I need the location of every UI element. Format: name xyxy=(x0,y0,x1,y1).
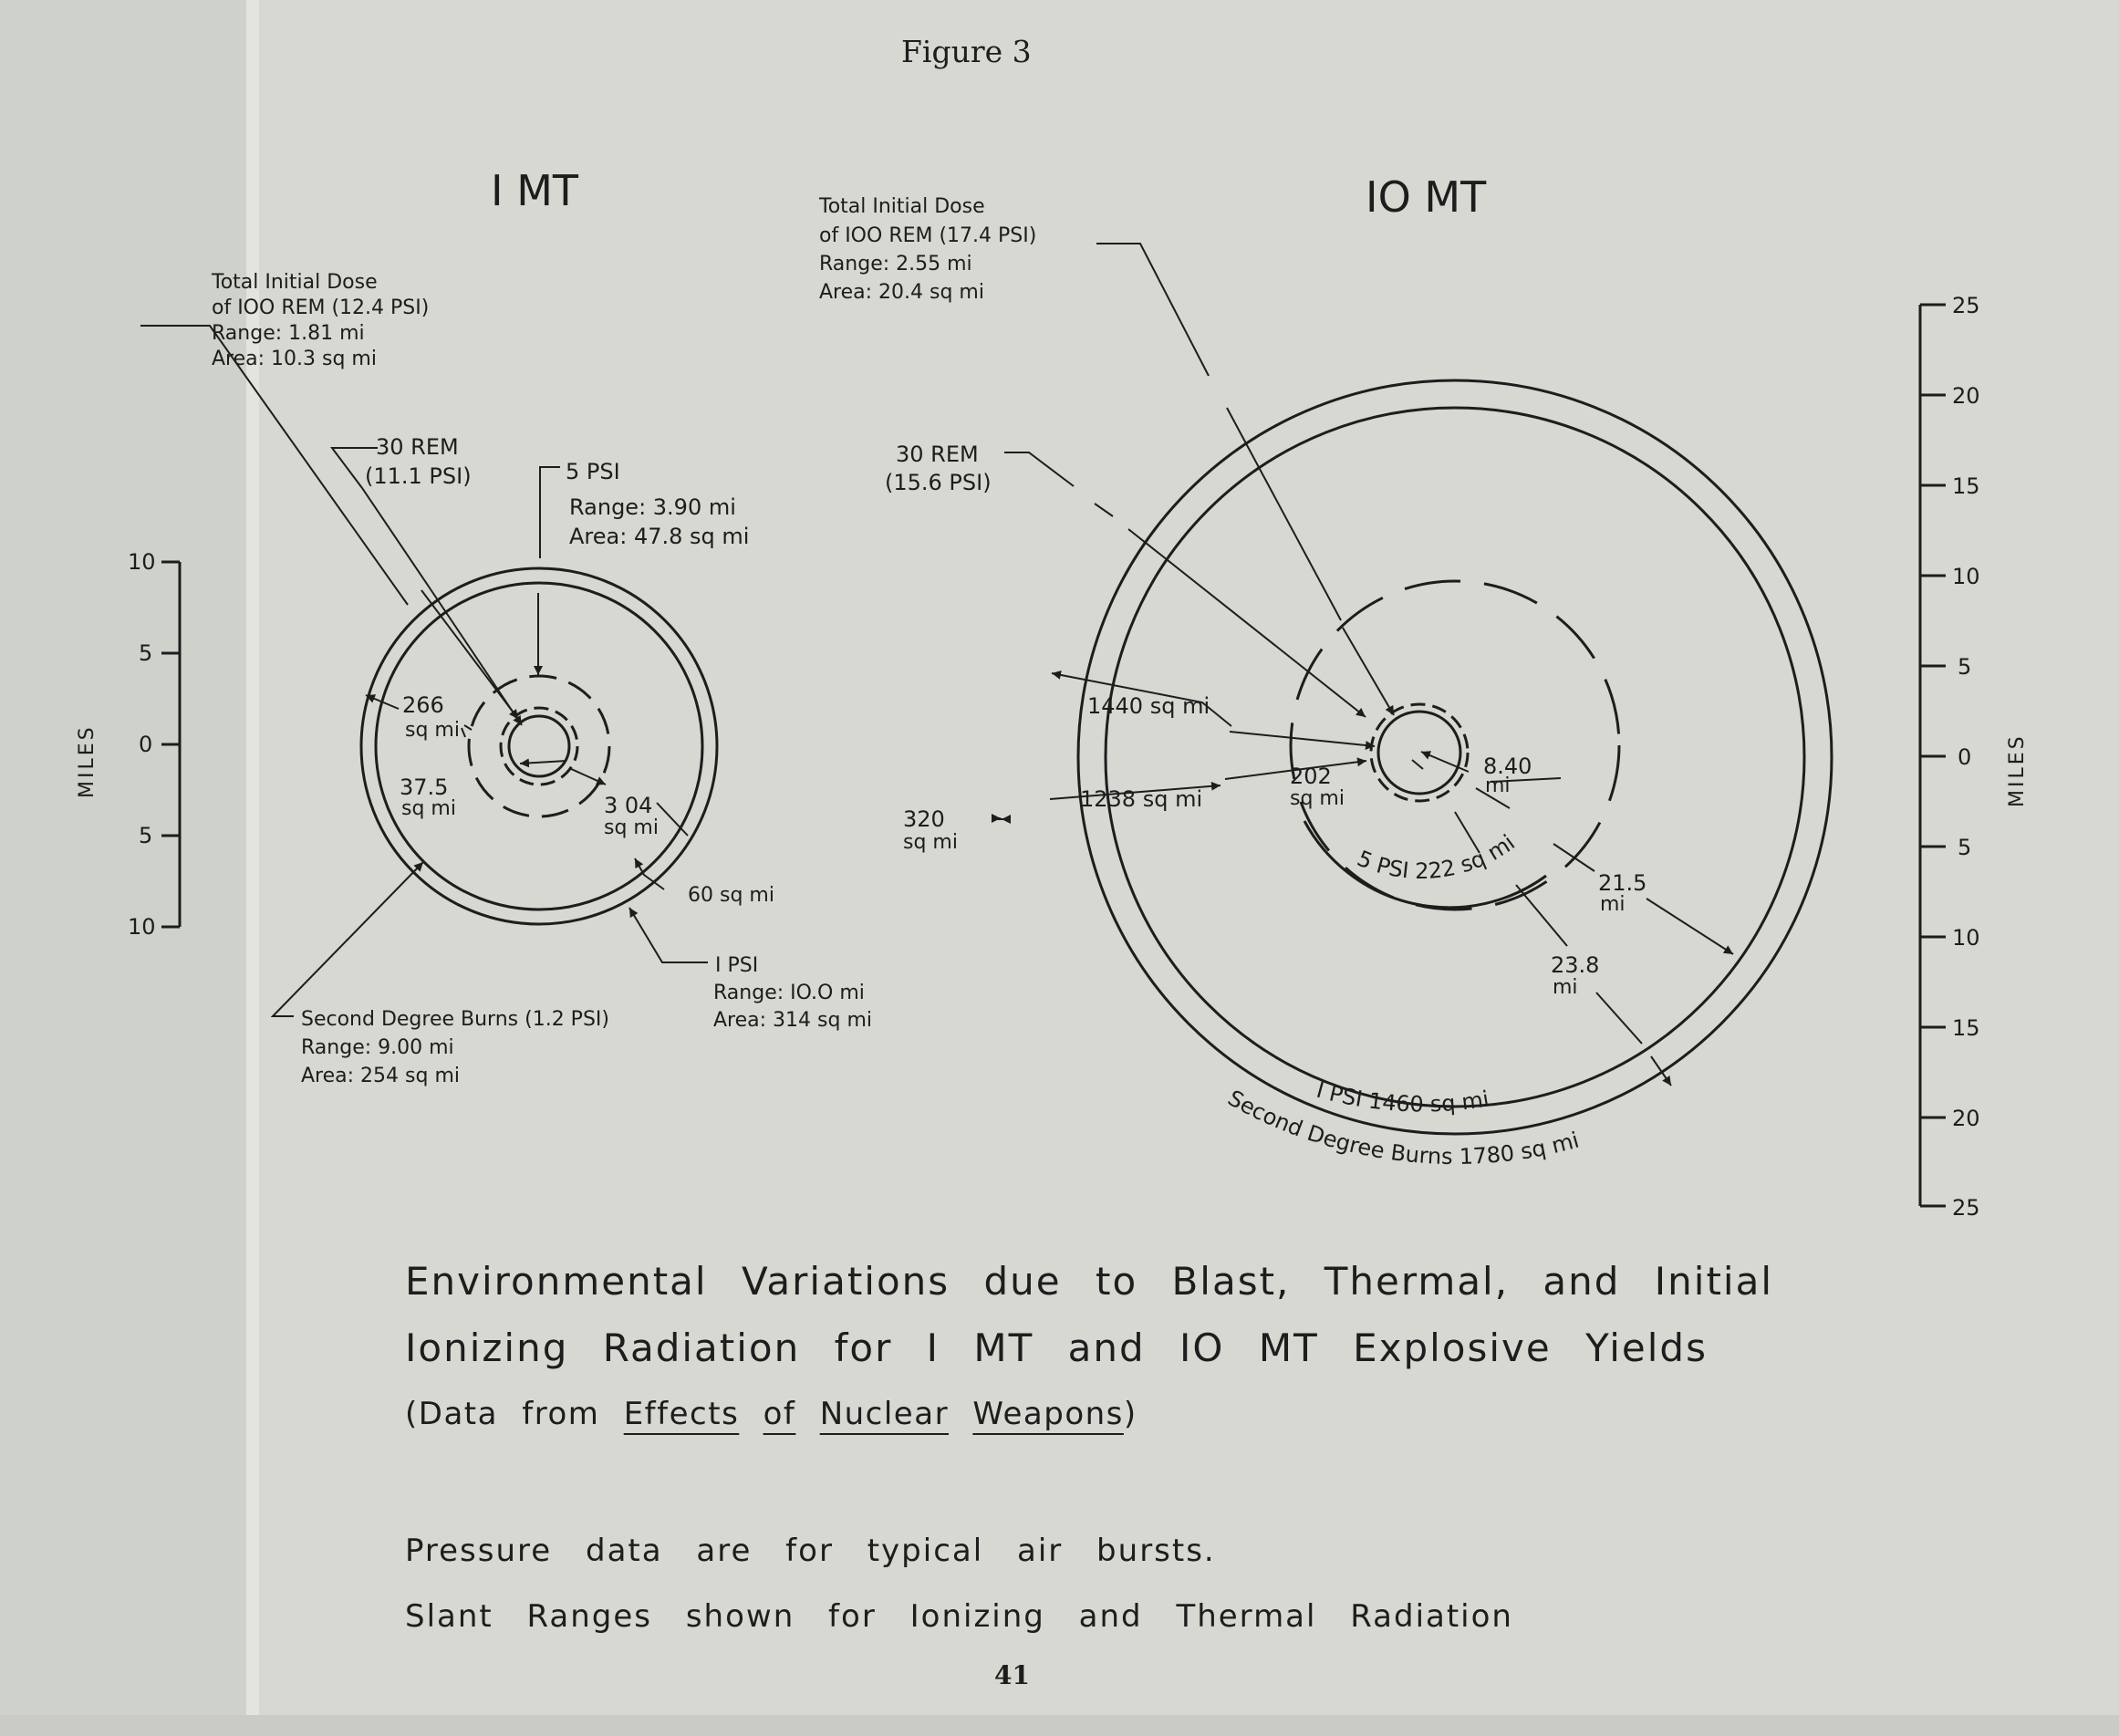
left-tick-label: 5 xyxy=(139,640,153,666)
area-1238-label: 1238 sq mi xyxy=(1080,786,1203,812)
source-weapons: Weapons xyxy=(972,1396,1124,1432)
right-tick-label: 25 xyxy=(1952,1195,1980,1221)
figure-label: Figure 3 xyxy=(901,34,1032,69)
ring-burns-10mt xyxy=(1078,380,1832,1134)
area-375-line: sq mi xyxy=(401,797,456,820)
ring-30rem-1mt xyxy=(501,708,577,785)
dose-1mt-line: Area: 10.3 sq mi xyxy=(212,348,377,370)
dose-10mt-line: Area: 20.4 sq mi xyxy=(819,281,984,304)
range-840-line: 8.40 xyxy=(1483,754,1532,779)
caption-line-1: Environmental Variations due to Blast, Thermal, and Initial xyxy=(405,1259,1774,1304)
title-1mt: I MT xyxy=(491,166,578,215)
dose-10mt-line: Total Initial Dose xyxy=(819,195,985,218)
dose-1mt-line: Total Initial Dose xyxy=(212,271,378,294)
source-of: of xyxy=(763,1396,796,1432)
psi1-10mt-arc-label xyxy=(1314,1077,1491,1117)
left-miles-label: MILES xyxy=(76,724,99,798)
psi5-1mt-line: Range: 3.90 mi xyxy=(569,494,736,520)
right-tick-label: 25 xyxy=(1952,293,1980,318)
diagram-1mt xyxy=(140,326,717,1016)
left-tick-label: 10 xyxy=(128,914,156,940)
area-60-label: 60 sq mi xyxy=(688,884,774,907)
diagram-10mt xyxy=(992,244,1832,1134)
area-202-line: sq mi xyxy=(1290,787,1345,810)
burns-10mt-arc-text: Second Degree Burns 1780 sq mi xyxy=(1223,1085,1583,1170)
rem30-1mt-line: (11.1 PSI) xyxy=(365,463,472,489)
ring-dose-1mt xyxy=(509,716,569,776)
area-266-line: sq mi xyxy=(405,719,460,742)
caption-line-2: Ionizing Radiation for I MT and IO MT Explosive Yields xyxy=(405,1325,1708,1370)
right-tick-label: 20 xyxy=(1952,383,1980,409)
rem30-10mt-line: 30 REM xyxy=(896,442,979,467)
right-tick-label: 5 xyxy=(1958,835,1972,860)
psi5-1mt-line: Area: 47.8 sq mi xyxy=(569,524,750,549)
rem30-1mt-line: 30 REM xyxy=(376,434,459,460)
right-tick-label: 10 xyxy=(1952,564,1980,589)
area-375-line: 37.5 xyxy=(400,774,449,800)
area-1440-label: 1440 sq mi xyxy=(1087,693,1210,719)
psi5-10mt-arc-label xyxy=(1354,830,1520,884)
area-266-line: 266 xyxy=(402,692,444,718)
burns-1mt-line: Second Degree Burns (1.2 PSI) xyxy=(301,1008,609,1031)
right-tick-label: 15 xyxy=(1952,473,1980,499)
area-304-line: sq mi xyxy=(604,816,659,839)
area-202-line: 202 xyxy=(1290,764,1332,789)
psi5-1mt-line: 5 PSI xyxy=(566,459,620,484)
dose-1mt-line: of IOO REM (12.4 PSI) xyxy=(212,296,430,319)
burns-1mt-line: Range: 9.00 mi xyxy=(301,1036,454,1059)
range-215-line: mi xyxy=(1600,893,1626,916)
range-238-line: mi xyxy=(1553,976,1578,999)
right-tick-label: 10 xyxy=(1952,925,1980,951)
right-tick-label: 20 xyxy=(1952,1106,1980,1131)
range-215-line: 21.5 xyxy=(1598,870,1647,896)
left-tick-label: 0 xyxy=(139,732,153,757)
right-tick-label: 0 xyxy=(1958,744,1972,770)
area-320-line: sq mi xyxy=(903,831,958,854)
right-tick-label: 5 xyxy=(1958,654,1972,680)
psi1-1mt-line: I PSI xyxy=(715,954,759,977)
source-nuclear: Nuclear xyxy=(819,1396,950,1432)
source-open: (Data from xyxy=(405,1396,600,1432)
source-close: ) xyxy=(1123,1396,1137,1432)
left-miles-scale xyxy=(161,562,180,927)
dose-10mt-line: Range: 2.55 mi xyxy=(819,253,972,275)
range-238-line: 23.8 xyxy=(1551,952,1600,978)
note-pressure: Pressure data are for typical air bursts. xyxy=(405,1533,1216,1569)
left-tick-label: 10 xyxy=(128,549,156,575)
note-slant-ranges: Slant Ranges shown for Ionizing and Thermal Radiation xyxy=(405,1598,1513,1635)
psi1-1mt-line: Area: 314 sq mi xyxy=(713,1009,872,1032)
psi5-10mt-arc-text: 5 PSI 222 sq mi xyxy=(1353,829,1520,884)
ring-5psi-1mt xyxy=(469,676,609,816)
source-line xyxy=(405,1396,1137,1432)
page-number: 41 xyxy=(994,1660,1030,1690)
rem30-10mt-line: (15.6 PSI) xyxy=(885,470,992,495)
title-10mt: IO MT xyxy=(1366,172,1487,222)
ring-inner-10mt xyxy=(1371,704,1468,801)
right-miles-scale xyxy=(1920,305,1946,1206)
dose-1mt-line: Range: 1.81 mi xyxy=(212,322,365,345)
right-tick-label: 15 xyxy=(1952,1015,1980,1041)
right-miles-label: MILES xyxy=(2006,733,2029,807)
area-304-line: 3 04 xyxy=(604,793,653,818)
ring-1psi-10mt xyxy=(1106,408,1804,1107)
psi1-10mt-arc-text: I PSI 1460 sq mi xyxy=(1314,1076,1491,1117)
burns-1mt-line: Area: 254 sq mi xyxy=(301,1065,460,1087)
psi1-1mt-line: Range: IO.O mi xyxy=(713,982,865,1004)
ring-dose-10mt xyxy=(1378,712,1460,794)
source-effects: Effects xyxy=(623,1396,740,1432)
left-tick-label: 5 xyxy=(139,823,153,848)
page-bottom-edge xyxy=(0,1715,2119,1736)
area-320-line: 320 xyxy=(903,806,945,832)
dose-10mt-line: of IOO REM (17.4 PSI) xyxy=(819,224,1037,247)
range-840-line: mi xyxy=(1485,774,1511,797)
